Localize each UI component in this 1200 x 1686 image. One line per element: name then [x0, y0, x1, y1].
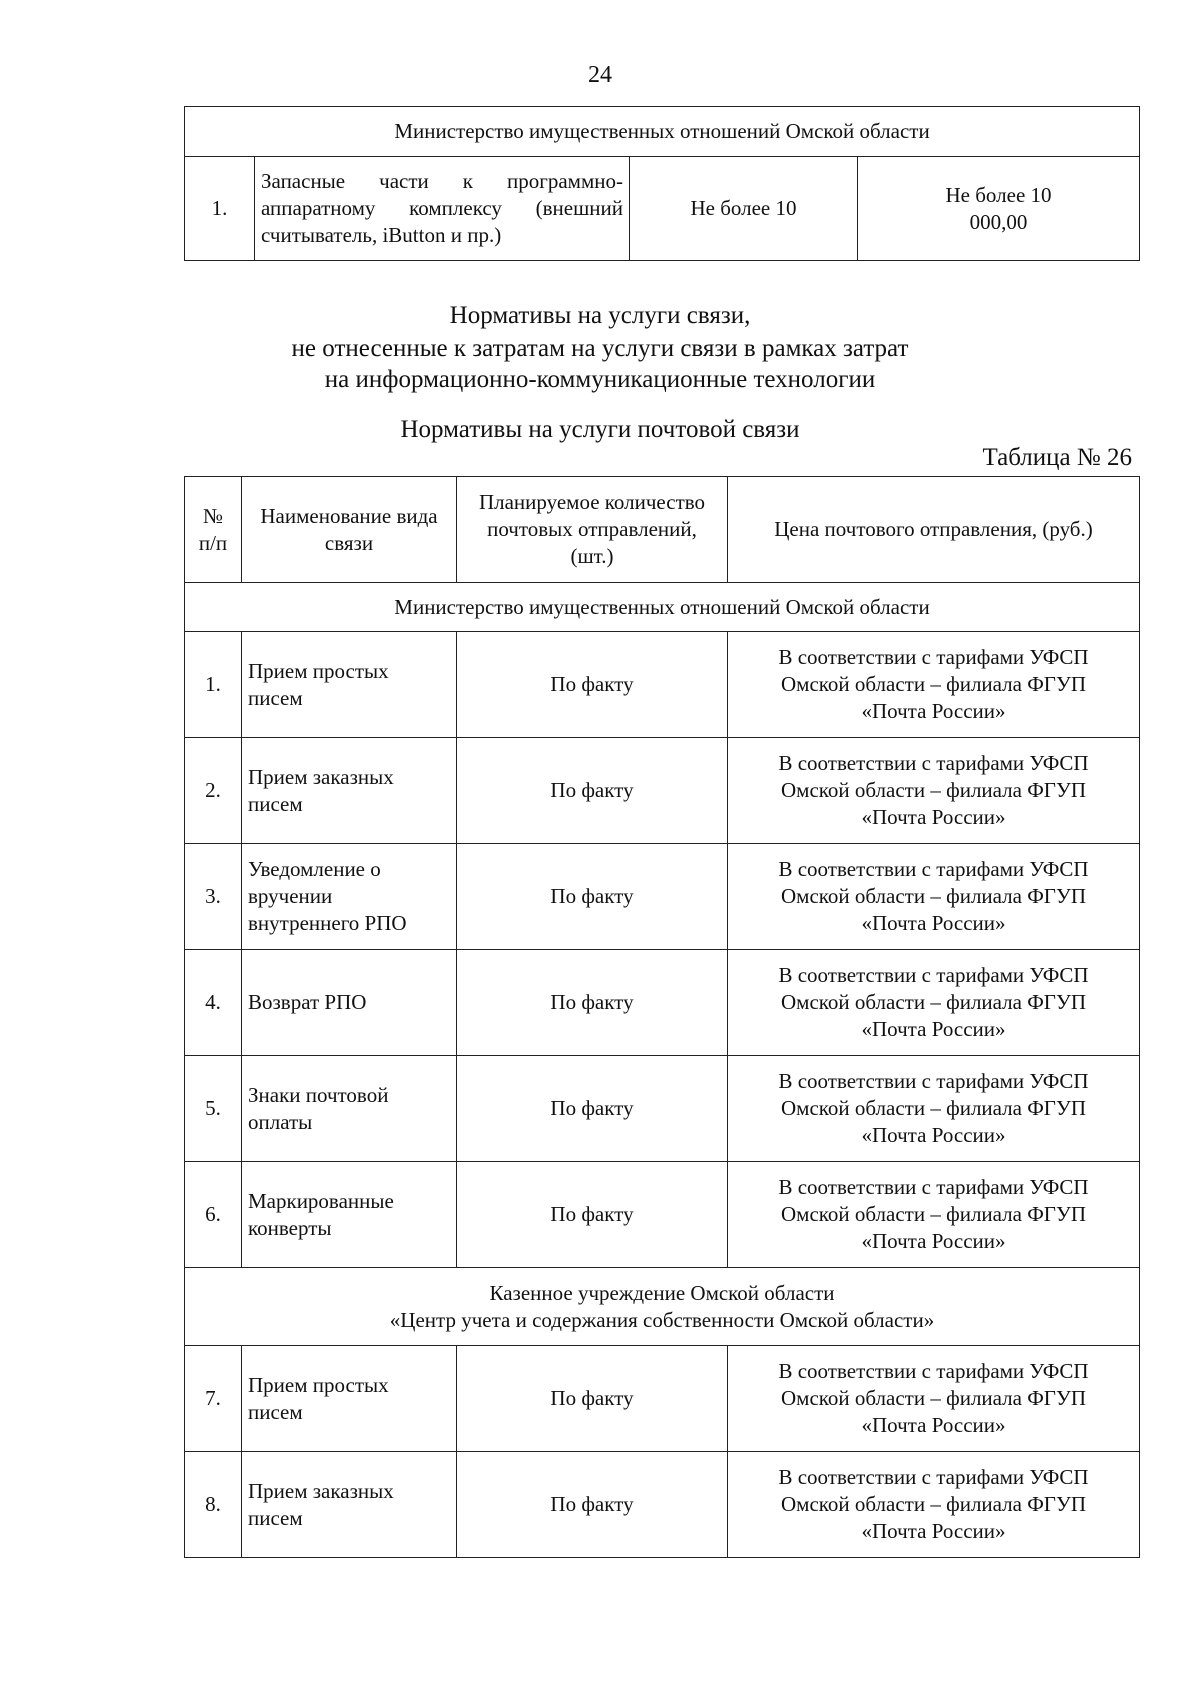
table-label: Таблица № 26 [982, 444, 1132, 471]
row-number: 4. [185, 950, 242, 1056]
service-price: В соответствии с тарифами УФСП Омской области – филиала ФГУП «Почта России» [728, 1452, 1140, 1558]
header-num: № п/п [185, 477, 242, 583]
table-row [185, 844, 1140, 950]
service-price: В соответствии с тарифами УФСП Омской области – филиала ФГУП «Почта России» [728, 950, 1140, 1056]
row-number: 2. [185, 738, 242, 844]
service-quantity: По факту [457, 950, 728, 1056]
service-name: Прием заказных писем [242, 1452, 457, 1558]
table-row [185, 1346, 1140, 1452]
section-header: Министерство имущественных отношений Омской области [185, 107, 1140, 157]
service-quantity: По факту [457, 1162, 728, 1268]
service-price: В соответствии с тарифами УФСП Омской области – филиала ФГУП «Почта России» [728, 1162, 1140, 1268]
header-quantity: Планируемое количество почтовых отправлений, (шт.) [457, 477, 728, 583]
subtitle: Нормативы на услуги почтовой связи [400, 416, 800, 443]
row-number: 6. [185, 1162, 242, 1268]
service-name: Знаки почтовой оплаты [242, 1056, 457, 1162]
row-number: 5. [185, 1056, 242, 1162]
service-price: В соответствии с тарифами УФСП Омской области – филиала ФГУП «Почта России» [728, 1056, 1140, 1162]
service-quantity: По факту [457, 632, 728, 738]
section-header: Министерство имущественных отношений Омской области [185, 583, 1140, 632]
row-number: 1. [185, 632, 242, 738]
heading-line-2: не отнесенные к затратам на услуги связи в рамках затрат [291, 335, 909, 362]
header-name: Наименование вида связи [242, 477, 457, 583]
postal-services-table [184, 476, 1140, 1558]
row-number: 7. [185, 1346, 242, 1452]
service-name: Прием простых писем [242, 1346, 457, 1452]
header-price: Цена почтового отправления, (руб.) [728, 477, 1140, 583]
page-number: 24 [588, 62, 612, 88]
service-name: Уведомление о вручении внутреннего РПО [242, 844, 457, 950]
row-number: 8. [185, 1452, 242, 1558]
row-number: 1. [185, 157, 255, 261]
service-quantity: По факту [457, 738, 728, 844]
table-row [185, 1452, 1140, 1558]
service-quantity: По факту [457, 844, 728, 950]
table-row [185, 632, 1140, 738]
item-price: Не более 10 000,00 [858, 157, 1140, 261]
service-quantity: По факту [457, 1346, 728, 1452]
table-row [185, 738, 1140, 844]
section-header: Казенное учреждение Омской области «Центр учета и содержания собственности Омской области» [185, 1268, 1140, 1346]
service-quantity: По факту [457, 1056, 728, 1162]
row-number: 3. [185, 844, 242, 950]
heading-line-3: на информационно-коммуникационные технологии [324, 366, 876, 393]
table-row [185, 950, 1140, 1056]
service-price: В соответствии с тарифами УФСП Омской области – филиала ФГУП «Почта России» [728, 844, 1140, 950]
table-row [185, 1056, 1140, 1162]
service-name: Прием заказных писем [242, 738, 457, 844]
service-name: Прием простых писем [242, 632, 457, 738]
service-name: Маркированные конверты [242, 1162, 457, 1268]
service-price: В соответствии с тарифами УФСП Омской области – филиала ФГУП «Почта России» [728, 632, 1140, 738]
item-name: Запасные части к программно-аппаратному комплексу (внешний считыватель, iButton и пр.) [255, 157, 630, 261]
heading-line-1: Нормативы на услуги связи, [449, 302, 751, 329]
item-quantity: Не более 10 [630, 157, 858, 261]
table-header-row [185, 477, 1140, 583]
service-name: Возврат РПО [242, 950, 457, 1056]
service-price: В соответствии с тарифами УФСП Омской области – филиала ФГУП «Почта России» [728, 1346, 1140, 1452]
service-price: В соответствии с тарифами УФСП Омской области – филиала ФГУП «Почта России» [728, 738, 1140, 844]
service-quantity: По факту [457, 1452, 728, 1558]
table-continuation [184, 106, 1140, 261]
table-row [185, 1162, 1140, 1268]
